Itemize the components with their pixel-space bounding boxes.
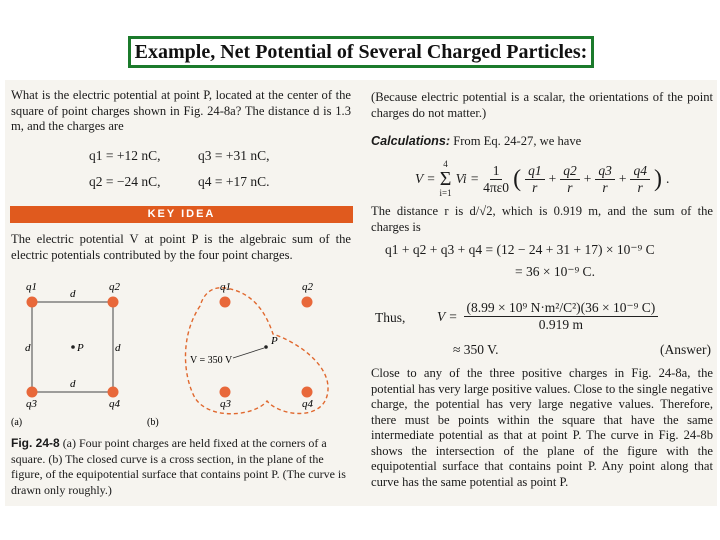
fig-b-q3: q3	[220, 398, 231, 410]
frac-q1	[525, 163, 545, 196]
fig-a-q2: q2	[109, 281, 120, 293]
equation-sum: V = 4 Σ i=1 Vi = $\frac{1}{4\pi\varepsilon 0}$ ( $\frac{q1}{r}$ + $\frac{q2}{r}$ + $\frac{q3}{r}$ + $\frac{q4}{r}$ ) .	[415, 159, 670, 198]
charge-q4: q4 = +17 nC.	[198, 174, 270, 189]
v-num: (8.99 × 10⁹ N·m²/C²)(36 × 10⁻⁹ C)	[464, 300, 659, 317]
coef-frac	[483, 163, 509, 196]
sum-line-1: q1 + q2 + q3 + q4 = (12 − 24 + 31 + 17) × 10⁻⁹ C	[385, 242, 655, 257]
fig-a-d-top: d	[70, 288, 76, 300]
sum-top: 4	[443, 159, 448, 169]
fig-a-d-left: d	[25, 342, 31, 354]
frac-q1-num: q1	[525, 163, 545, 180]
fig-a-p: P	[77, 342, 84, 354]
charge-dot-b-q1	[220, 297, 231, 308]
charge-dot-b-q3	[220, 387, 231, 398]
fig-b-p: P	[271, 335, 278, 347]
v-den: 0.919 m	[538, 317, 583, 332]
thus-label: Thus,	[375, 310, 406, 325]
charge-dot-b-q4	[302, 387, 313, 398]
figure-caption	[11, 436, 351, 498]
calculations-text: From Eq. 24-27, we have	[453, 134, 582, 148]
textbook-page	[5, 80, 717, 506]
fig-a-d-bottom: d	[70, 378, 76, 390]
frac-q2	[560, 163, 580, 196]
fig-a-d-right: d	[115, 342, 121, 354]
charge-q1: q1 = +12 nC,	[89, 148, 161, 163]
fig-a-q1: q1	[26, 281, 37, 293]
calculations-label: Calculations:	[371, 134, 451, 148]
fig-a-tag: (a)	[11, 417, 23, 428]
sum-bottom: i=1	[439, 188, 452, 198]
key-idea-text: The electric potential V at point P is the algebraic sum of the electric potentials contributed by the four point charges.	[11, 232, 351, 262]
charge-dot-q4	[108, 387, 119, 398]
eq1-lhs: V =	[415, 171, 436, 186]
frac-q4	[630, 163, 650, 196]
frac-q4-num: q4	[630, 163, 650, 180]
frac-q3	[595, 163, 615, 196]
intro-text: (Because electric potential is a scalar, the orientations of the point charges do not matter.)	[371, 90, 713, 120]
point-p-dot-b	[264, 345, 268, 349]
distance-text: The distance r is d/√2, which is 0.919 m, and the sum of the charges is	[371, 204, 713, 234]
fig-b-q1: q1	[220, 281, 231, 293]
coef-num: 1	[490, 163, 503, 180]
slide-title: Example, Net Potential of Several Charged Particles:	[134, 40, 588, 63]
v-equation	[437, 300, 658, 333]
frac-q3-den: r	[602, 179, 608, 195]
point-p-dot	[71, 345, 75, 349]
charge-q2: q2 = −24 nC,	[89, 174, 161, 189]
fig-b-tag: (b)	[147, 417, 159, 428]
frac-q2-den: r	[567, 179, 573, 195]
title-box	[128, 36, 594, 68]
question-text: What is the electric potential at point P, located at the center of the square of point charges shown in Fig. 24-8a? The distance d is 1.3 m, and the charges are	[11, 88, 351, 133]
fig-a-q3: q3	[26, 398, 37, 410]
sum-line-2: = 36 × 10⁻⁹ C.	[515, 264, 595, 279]
sum-symbol: 4 Σ i=1	[439, 159, 452, 198]
closing-text: Close to any of the three positive charges in Fig. 24-8a, the potential has very large positive values. Close to the single negative charge, the potential has very large negative values. Therefore, there must be points within the square that have the same intermediate potential as that at point P. The curve in Fig. 24-8b shows the intersection of the plane of the figure with the equipotential surface that contains point P. Any point along that curve has the same potential as point P.	[371, 366, 713, 489]
figure-a	[11, 281, 121, 428]
frac-q4-den: r	[637, 179, 643, 195]
eq1-term: Vi =	[455, 171, 480, 186]
caption-text: (a) Four point charges are held fixed at the corners of a square. (b) The closed curve is a cross section, in the plane of the figure, of the equipotential surface that contains point P. (The curve is drawn only roughly.)	[11, 436, 346, 497]
charge-dot-q3	[27, 387, 38, 398]
charge-dot-b-q2	[302, 297, 313, 308]
fig-a-q4: q4	[109, 398, 120, 410]
calculations-line	[371, 134, 713, 150]
charge-dot-q2	[108, 297, 119, 308]
coef-den: 4πε0	[483, 179, 510, 195]
frac-q3-num: q3	[595, 163, 615, 180]
v-lhs: V =	[437, 308, 458, 324]
fig-b-v-label: V = 350 V	[190, 355, 233, 366]
frac-q2-num: q2	[560, 163, 580, 180]
fig-b-q2: q2	[302, 281, 313, 293]
figure-b	[147, 281, 328, 428]
answer-tag: (Answer)	[660, 342, 711, 357]
figure-24-8	[5, 276, 355, 436]
key-idea-banner: KEY IDEA	[10, 206, 353, 223]
caption-label: Fig. 24-8	[11, 436, 60, 450]
charge-q3: q3 = +31 nC,	[198, 148, 270, 163]
fig-b-q4: q4	[302, 398, 313, 410]
v-result: ≈ 350 V.	[453, 342, 499, 357]
charge-dot-q1	[27, 297, 38, 308]
v-frac	[464, 300, 659, 333]
frac-q1-den: r	[532, 179, 538, 195]
